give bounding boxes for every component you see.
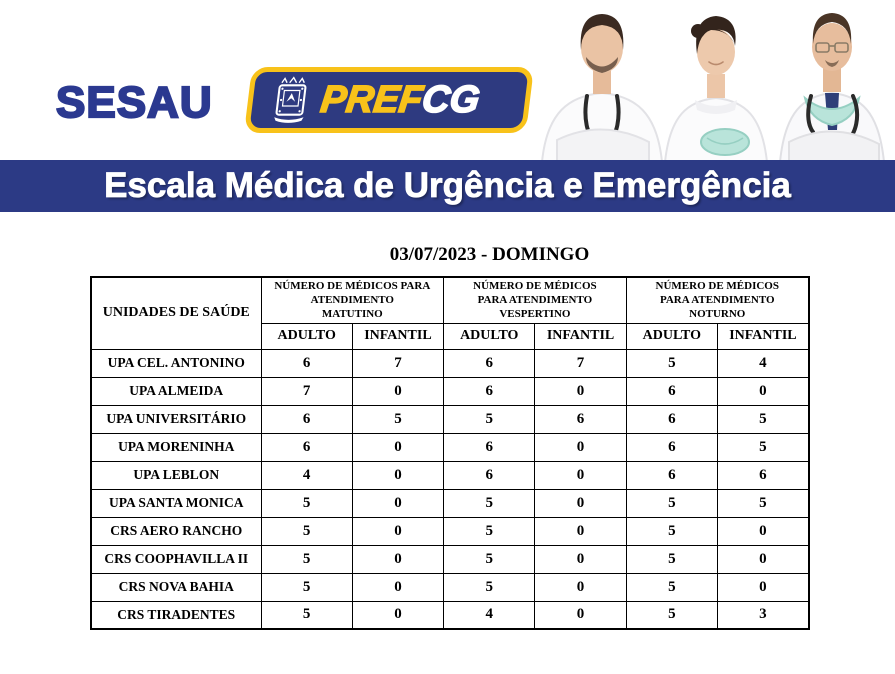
count-cell: 4: [261, 461, 352, 489]
medical-team-photo: [537, 0, 895, 162]
count-cell: 5: [352, 405, 443, 433]
count-cell: 5: [261, 517, 352, 545]
count-cell: 0: [535, 377, 626, 405]
sub-header-adulto: ADULTO: [626, 323, 717, 349]
unit-cell: UPA UNIVERSITÁRIO: [91, 405, 261, 433]
count-cell: 6: [626, 433, 717, 461]
count-cell: 0: [352, 377, 443, 405]
count-cell: 4: [718, 349, 809, 377]
page-title: Escala Médica de Urgência e Emergência: [104, 166, 791, 205]
count-cell: 4: [444, 601, 535, 629]
count-cell: 6: [261, 349, 352, 377]
count-cell: 0: [535, 461, 626, 489]
count-cell: 0: [535, 573, 626, 601]
schedule-table: [90, 276, 810, 630]
count-cell: 0: [535, 517, 626, 545]
count-cell: 0: [352, 573, 443, 601]
table-row: [91, 377, 809, 405]
unit-cell: UPA CEL. ANTONINO: [91, 349, 261, 377]
count-cell: 7: [352, 349, 443, 377]
count-cell: 0: [535, 433, 626, 461]
count-cell: 5: [444, 545, 535, 573]
count-cell: 5: [444, 405, 535, 433]
count-cell: 0: [352, 433, 443, 461]
count-cell: 6: [626, 377, 717, 405]
count-cell: 6: [718, 461, 809, 489]
count-cell: 5: [261, 601, 352, 629]
count-cell: 6: [626, 405, 717, 433]
prefcg-pref-text: PREF: [318, 79, 425, 121]
count-cell: 5: [444, 517, 535, 545]
count-cell: 5: [444, 573, 535, 601]
nurse-center: [665, 16, 767, 162]
group-header-noturno: [626, 277, 809, 323]
table-row: [91, 433, 809, 461]
sub-header-adulto: ADULTO: [444, 323, 535, 349]
schedule-table-body: [91, 349, 809, 629]
count-cell: 5: [718, 405, 809, 433]
table-row: [91, 601, 809, 629]
unit-cell: CRS TIRADENTES: [91, 601, 261, 629]
unit-cell: UPA SANTA MONICA: [91, 489, 261, 517]
prefcg-logo: [244, 67, 534, 133]
count-cell: 0: [352, 601, 443, 629]
count-cell: 0: [352, 545, 443, 573]
count-cell: 0: [718, 573, 809, 601]
group-header-matutino: [261, 277, 444, 323]
count-cell: 6: [261, 433, 352, 461]
count-cell: 5: [444, 489, 535, 517]
unit-cell: CRS NOVA BAHIA: [91, 573, 261, 601]
count-cell: 0: [352, 461, 443, 489]
unit-cell: CRS COOPHAVILLA II: [91, 545, 261, 573]
count-cell: 5: [626, 545, 717, 573]
sub-header-infantil: INFANTIL: [352, 323, 443, 349]
table-row: [91, 489, 809, 517]
count-cell: 6: [261, 405, 352, 433]
prefcg-cg-text: CG: [419, 79, 482, 121]
sub-header-infantil: INFANTIL: [718, 323, 809, 349]
group-header-line: MATUTINO: [321, 308, 383, 321]
count-cell: 6: [535, 405, 626, 433]
count-cell: 6: [444, 377, 535, 405]
count-cell: 7: [261, 377, 352, 405]
group-header-line: NÚMERO DE MÉDICOS: [655, 279, 779, 292]
group-header-line: NÚMERO DE MÉDICOS PARA: [274, 279, 431, 292]
count-cell: 0: [352, 489, 443, 517]
count-cell: 6: [444, 433, 535, 461]
count-cell: 6: [444, 461, 535, 489]
unit-cell: CRS AERO RANCHO: [91, 517, 261, 545]
table-row: [91, 545, 809, 573]
count-cell: 0: [718, 377, 809, 405]
count-cell: 6: [626, 461, 717, 489]
doctor-right: [780, 13, 884, 162]
unit-cell: UPA MORENINHA: [91, 433, 261, 461]
unit-cell: UPA ALMEIDA: [91, 377, 261, 405]
sesau-logo: SESAU: [56, 78, 213, 127]
count-cell: 5: [261, 545, 352, 573]
group-header-row: [91, 277, 809, 323]
count-cell: 5: [626, 517, 717, 545]
doctor-left: [542, 14, 662, 162]
count-cell: 5: [261, 573, 352, 601]
table-row: [91, 349, 809, 377]
campo-grande-coat-of-arms-icon: [268, 75, 314, 125]
prefcg-wordmark: [319, 81, 482, 119]
table-row: [91, 517, 809, 545]
count-cell: 0: [535, 545, 626, 573]
date-heading: 03/07/2023 - DOMINGO: [389, 244, 590, 265]
group-header-line: NOTURNO: [689, 308, 746, 321]
count-cell: 0: [535, 601, 626, 629]
count-cell: 5: [718, 433, 809, 461]
group-header-line: PARA ATENDIMENTO: [659, 294, 775, 307]
sub-header-adulto: ADULTO: [261, 323, 352, 349]
count-cell: 0: [718, 545, 809, 573]
count-cell: 5: [626, 489, 717, 517]
count-cell: 5: [626, 349, 717, 377]
group-header-line: VESPERTINO: [499, 308, 571, 321]
table-row: [91, 405, 809, 433]
count-cell: 5: [626, 573, 717, 601]
units-column-header: UNIDADES DE SAÚDE: [91, 277, 261, 349]
count-cell: 7: [535, 349, 626, 377]
count-cell: 5: [261, 489, 352, 517]
count-cell: 6: [444, 349, 535, 377]
count-cell: 0: [352, 517, 443, 545]
count-cell: 0: [535, 489, 626, 517]
count-cell: 5: [718, 489, 809, 517]
title-banner: [0, 160, 895, 212]
table-row: [91, 573, 809, 601]
group-header-line: PARA ATENDIMENTO: [477, 294, 593, 307]
group-header-line: NÚMERO DE MÉDICOS: [473, 279, 597, 292]
count-cell: 5: [626, 601, 717, 629]
count-cell: 0: [718, 517, 809, 545]
sub-header-infantil: INFANTIL: [535, 323, 626, 349]
table-row: [91, 461, 809, 489]
count-cell: 3: [718, 601, 809, 629]
group-header-line: ATENDIMENTO: [310, 294, 394, 307]
group-header-vespertino: [444, 277, 627, 323]
unit-cell: UPA LEBLON: [91, 461, 261, 489]
